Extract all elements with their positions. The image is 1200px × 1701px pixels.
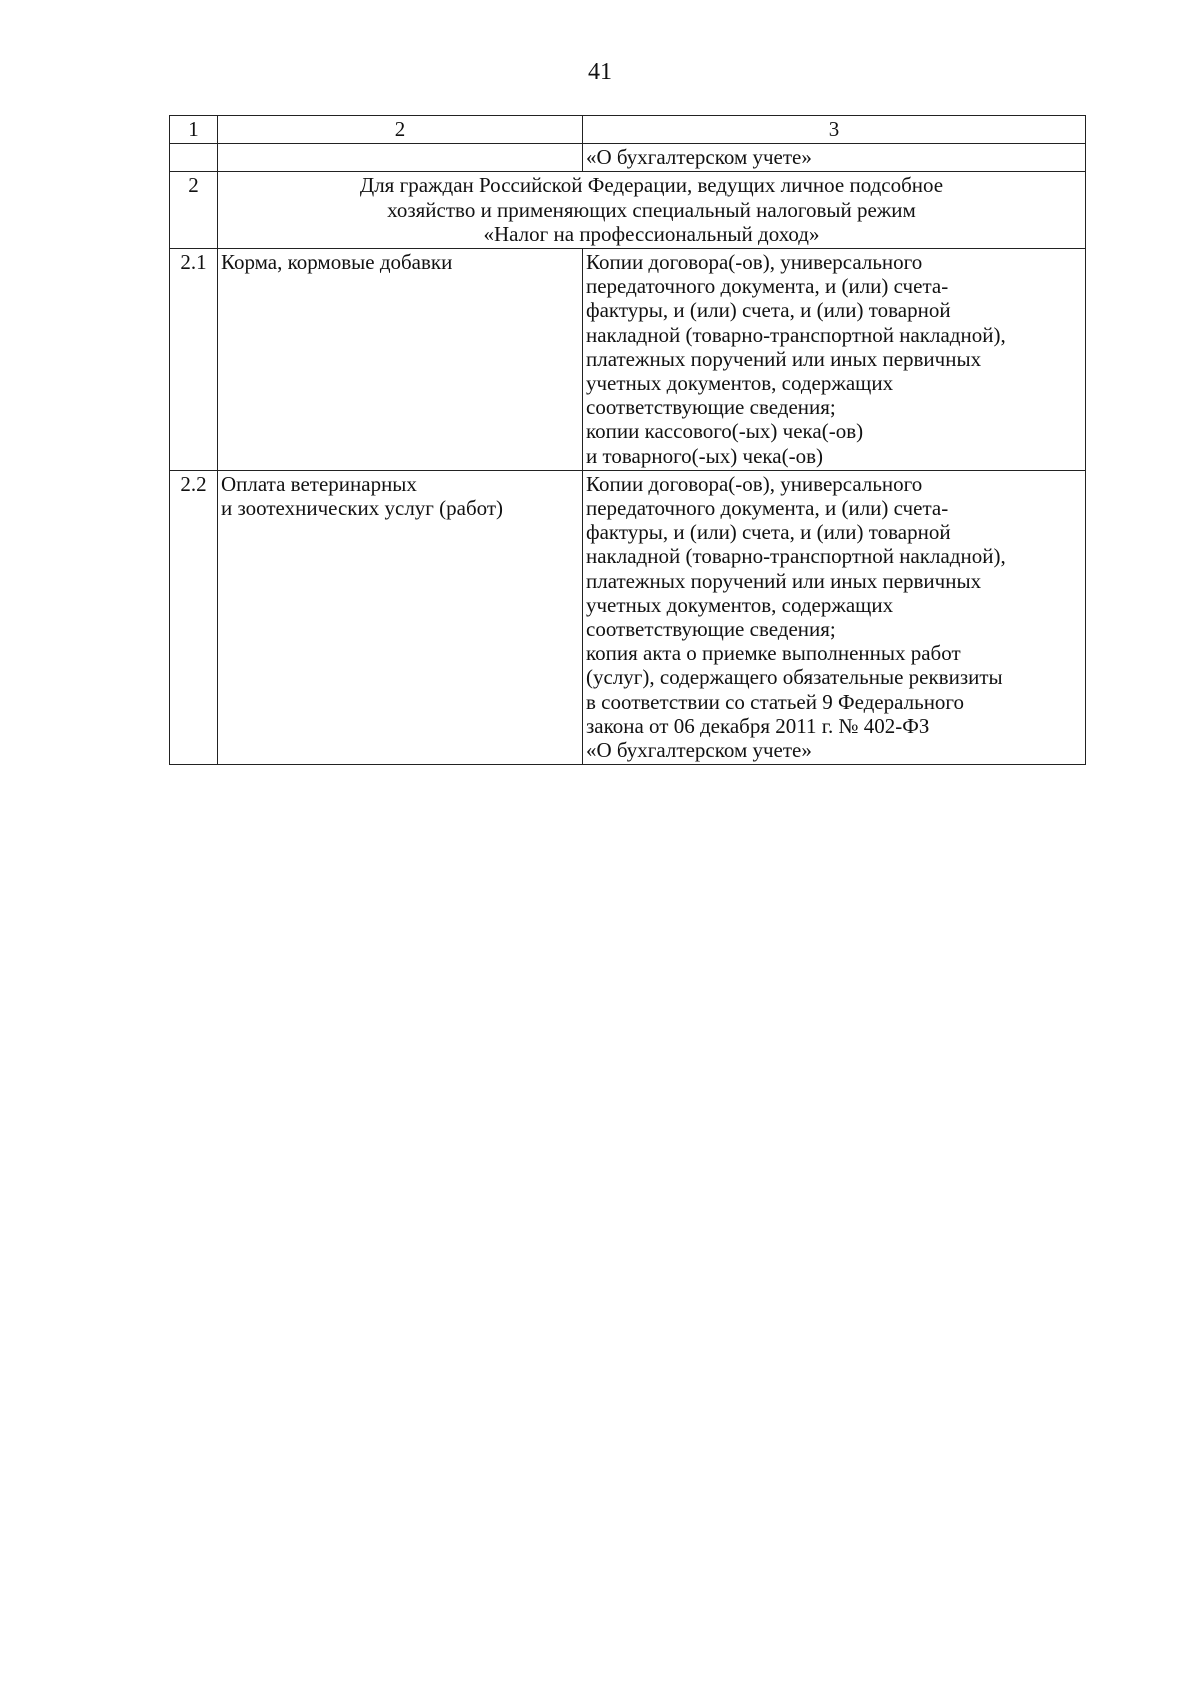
row-docs-line: соответствующие сведения; [586,617,836,642]
row-number: 2.1 [170,249,218,471]
page-number: 41 [588,59,612,85]
section-row [170,172,1086,249]
row-docs-line: закона от 06 декабря 2011 г. № 402-ФЗ [586,713,930,738]
row-docs-line: и товарного(-ых) чека(-ов) [586,443,823,468]
continuation-row [170,144,1086,172]
row-name-line: и зоотехнических услуг (работ) [221,496,504,521]
row-docs-line: (услуг), содержащего обязательные реквизиты [586,665,1003,690]
row-docs-line: платежных поручений или иных первичных [586,568,982,593]
column-number-3: 3 [583,116,1086,144]
continuation-docs-line: «О бухгалтерском учете» [586,145,812,170]
column-number-1: 1 [170,116,218,144]
row-docs-line: фактуры, и (или) счета, и (или) товарной [586,298,951,323]
row-docs-line: Копии договора(-ов), универсального [586,471,923,496]
row-docs-line: Копии договора(-ов), универсального [586,250,923,275]
row-docs-line: соответствующие сведения; [586,395,836,420]
row-name-cell [218,470,583,764]
row-docs-line: накладной (товарно-транспортной накладной), [586,544,1006,569]
column-number-2: 2 [218,116,583,144]
section-title-line: «Налог на профессиональный доход» [483,221,820,246]
continuation-docs-cell [583,144,1086,172]
row-docs-line: платежных поручений или иных первичных [586,346,982,371]
row-docs-line: учетных документов, содержащих [586,371,894,396]
row-docs-line: передаточного документа, и (или) счета- [586,274,949,299]
section-title [218,172,1086,249]
requirements-table [169,115,1086,765]
row-name-line: Корма, кормовые добавки [221,250,453,275]
row-docs-line: накладной (товарно-транспортной накладной), [586,322,1006,347]
table-row [170,470,1086,764]
row-docs-line: копии кассового(-ых) чека(-ов) [586,419,864,444]
row-docs-line: фактуры, и (или) счета, и (или) товарной [586,520,951,545]
section-title-line: хозяйство и применяющих специальный налоговый режим [387,197,916,222]
row-docs-line: передаточного документа, и (или) счета- [586,496,949,521]
row-name-line: Оплата ветеринарных [221,471,417,496]
continuation-name-cell [218,144,583,172]
row-docs-cell [583,470,1086,764]
row-docs-line: в соответствии со статьей 9 Федерального [586,689,965,714]
row-name-cell [218,249,583,471]
row-docs-cell [583,249,1086,471]
row-docs-line: «О бухгалтерском учете» [586,738,812,763]
column-number-header-row [170,116,1086,144]
row-docs-line: копия акта о приемке выполненных работ [586,641,961,666]
row-number: 2.2 [170,470,218,764]
section-number: 2 [170,172,218,249]
row-docs-line: учетных документов, содержащих [586,592,894,617]
section-title-line: Для граждан Российской Федерации, ведущих личное подсобное [359,173,944,198]
table-row [170,249,1086,471]
continuation-number-cell [170,144,218,172]
